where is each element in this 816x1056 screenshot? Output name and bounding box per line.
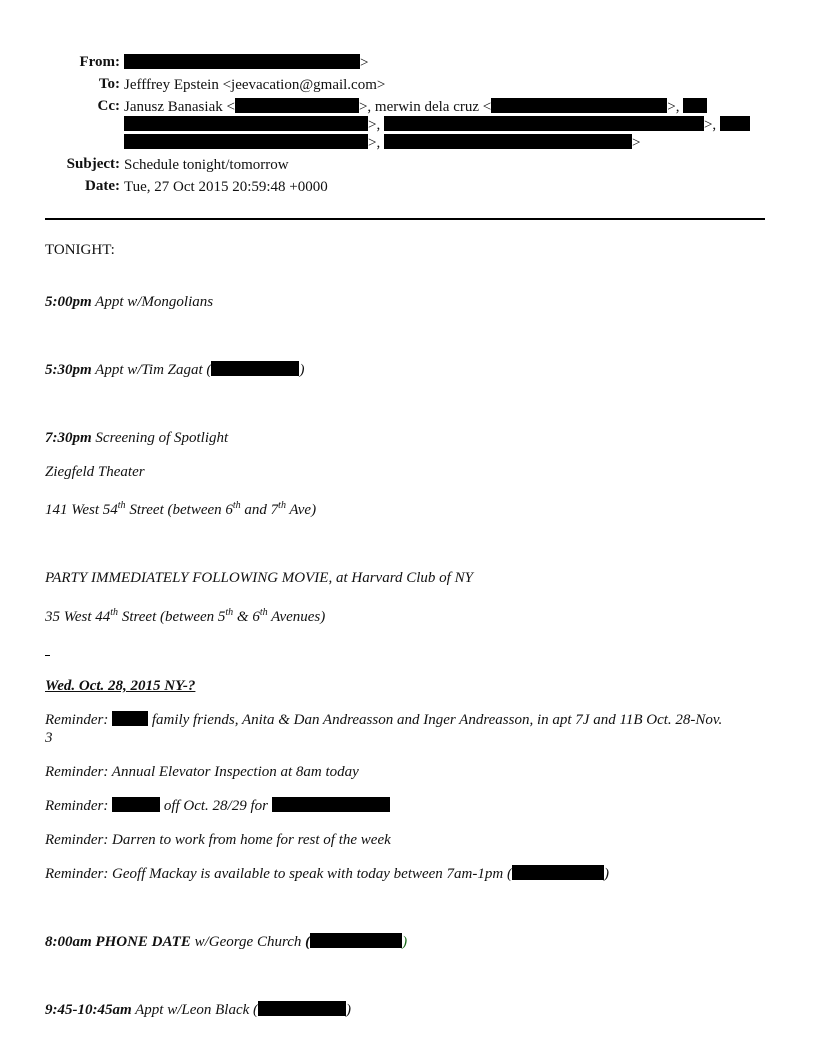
cc-line-2: >, >,	[124, 116, 750, 134]
day-heading: Wed. Oct. 28, 2015 NY-?	[45, 678, 196, 694]
redaction	[384, 134, 632, 149]
redaction	[124, 54, 360, 69]
reminder: Reminder: Darren to work from home for rest of the week	[45, 832, 391, 848]
party-note: PARTY IMMEDIATELY FOLLOWING MOVIE, at Harvard Club of NY	[45, 570, 473, 586]
schedule-item: 7:30pm Screening of Spotlight	[45, 430, 229, 446]
redaction	[235, 98, 359, 113]
header-divider	[45, 218, 765, 220]
underline-mark	[45, 655, 50, 656]
reminder-continued: 3	[45, 730, 53, 746]
redaction	[720, 116, 750, 131]
schedule-item: 5:00pm Appt w/Mongolians	[45, 294, 214, 310]
schedule-item: 9:45-10:45am Appt w/Leon Black ( )	[45, 1002, 352, 1018]
redaction	[258, 1001, 346, 1016]
date-value: Tue, 27 Oct 2015 20:59:48 +0000	[124, 179, 328, 195]
subject-value: Schedule tonight/tomorrow	[124, 157, 289, 173]
party-address: 35 West 44th Street (between 5th & 6th Avenues)	[45, 607, 326, 625]
from-label: From:	[79, 54, 120, 70]
date-label: Date:	[85, 178, 120, 194]
redaction	[512, 865, 604, 880]
redaction	[491, 98, 667, 113]
redaction	[272, 797, 390, 812]
redaction	[310, 933, 402, 948]
reminder: Reminder: family friends, Anita & Dan Andreasson and Inger Andreasson, in apt 7J and 11B Oct. 28-Nov.	[45, 712, 723, 728]
reminder: Reminder: Geoff Mackay is available to speak with today between 7am-1pm ( )	[45, 866, 609, 882]
reminder: Reminder: Annual Elevator Inspection at 8am today	[45, 764, 359, 780]
to-label: To:	[98, 76, 120, 92]
from-value: >	[124, 54, 368, 72]
cc-line-3: >, >	[124, 134, 640, 152]
cc-label: Cc:	[97, 98, 120, 114]
redaction	[124, 134, 368, 149]
redaction	[112, 711, 148, 726]
redaction	[112, 797, 160, 812]
to-value: Jefffrey Epstein <jeevacation@gmail.com>	[124, 77, 386, 93]
schedule-item: 8:00am PHONE DATE w/George Church ( )	[45, 934, 408, 950]
schedule-item: 5:30pm Appt w/Tim Zagat ( )	[45, 362, 305, 378]
cc-line-1: Janusz Banasiak < >, merwin dela cruz < >,	[124, 98, 707, 116]
venue-address: 141 West 54th Street (between 6th and 7th Ave)	[45, 500, 317, 518]
reminder: Reminder: off Oct. 28/29 for	[45, 797, 390, 815]
redaction	[124, 116, 368, 131]
section-tonight: TONIGHT:	[45, 242, 115, 258]
venue-name: Ziegfeld Theater	[45, 464, 145, 480]
redaction	[683, 98, 707, 113]
subject-label: Subject:	[66, 156, 120, 172]
redaction	[211, 361, 299, 376]
redaction	[384, 116, 704, 131]
